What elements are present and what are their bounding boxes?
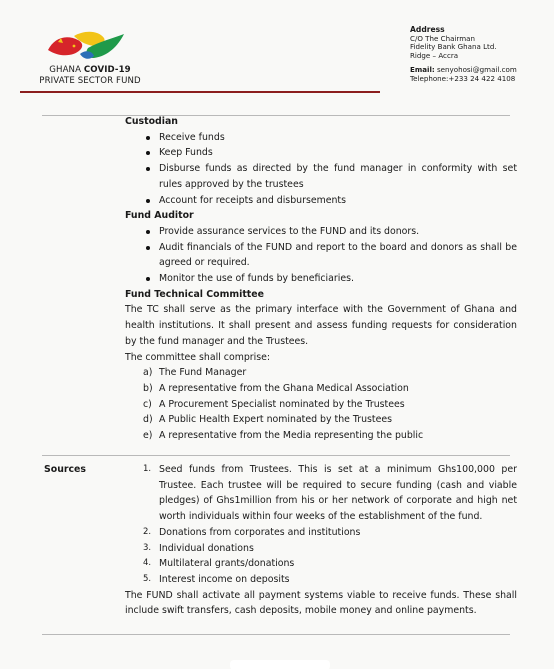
list-marker: a) [143,367,153,379]
list-item: Receive funds [159,130,517,146]
logo-line1-prefix: GHANA [49,65,84,75]
bottom-table-rule [42,634,510,635]
list-item [143,365,517,381]
list-marker: 1. [143,464,152,474]
auditor-heading: Fund Auditor [125,210,194,222]
committee-intro: The committee shall comprise: [125,351,271,363]
list-item [143,525,517,541]
list-text: Multilateral grants/donations [159,558,295,570]
roles-section [125,114,517,444]
address-line-3: Ridge – Accra [410,50,459,60]
list-text: A Public Health Expert nominated by the Trustees [159,414,393,426]
phone-line: Telephone:+233 24 422 4108 [410,73,516,83]
list-item: Keep Funds [159,145,517,161]
list-text: A Procurement Specialist nominated by the Trustees [159,398,405,410]
list-text: A representative from the Ghana Medical Association [159,382,409,394]
address-heading: Address [410,25,445,34]
list-text: Individual donations [159,542,254,554]
logo-line2: PRIVATE SECTOR FUND [39,76,141,86]
list-item [143,428,517,444]
list-item: Monitor the use of funds by beneficiaries. [159,271,517,287]
header-divider [20,91,380,93]
custodian-list [125,130,517,209]
list-item: Audit financials of the FUND and report to the board and donors as shall be agreed or required. [159,240,517,271]
scan-artifact [230,660,330,669]
address-line-2: Fidelity Bank Ghana Ltd. [410,42,497,52]
list-item: Provide assurance services to the FUND and its donors. [159,224,517,240]
list-marker: 3. [143,542,152,553]
list-marker: e) [143,430,153,442]
list-item: Disburse funds as directed by the fund manager in conformity with set rules approved by the trustees [159,161,517,192]
sources-label: Sources [44,464,86,475]
list-item [143,572,517,588]
list-text: Seed funds from Trustees. This is set at a minimum Ghs100,000 per Trustee. Each trustee will be required to secure funding (cash and viable pledges) of Ghs1million from his or her network of corporate and high net worth individuals within four weeks of the establishment of the fund. [159,464,517,523]
list-marker: c) [143,398,152,410]
custodian-heading: Custodian [125,116,178,127]
list-marker: 5. [143,573,152,584]
sources-closing: The FUND shall activate all payment systems viable to receive funds. These shall include swift transfers, cash deposits, mobile money and online payments. [125,589,517,617]
committee-paragraph: The TC shall serve as the primary interface with the Government of Ghana and health institutions. It shall present and assess funding requests for consideration by the fund manager and the Trustees. [125,304,517,347]
list-item [143,381,517,397]
list-text: A representative from the Media representing the public [159,430,424,442]
list-item [143,541,517,557]
list-text: Interest income on deposits [159,573,290,585]
list-marker: 2. [143,526,152,537]
address-line-1: C/O The Chairman [410,33,475,43]
list-marker: 4. [143,558,152,569]
committee-heading: Fund Technical Committee [125,288,264,300]
auditor-list [125,224,517,287]
email-value: senyohosi@gmail.com [434,65,517,75]
list-item [143,412,517,428]
address-block [410,26,550,84]
logo-text [20,65,160,87]
ghana-map-logo-icon [44,28,126,64]
list-item [143,397,517,413]
email-label: Email: [410,65,435,75]
sources-list [125,462,517,588]
list-item: Account for receipts and disbursements [159,193,517,209]
sources-section [125,462,517,619]
list-item [143,462,517,525]
list-text: The Fund Manager [159,367,247,379]
list-marker: d) [143,414,153,426]
list-item [143,556,517,572]
logo-line1-bold: COVID-19 [83,65,131,75]
list-text: Donations from corporates and institutions [159,526,361,538]
committee-list [125,365,517,444]
middle-table-rule [42,455,510,456]
list-marker: b) [143,382,153,394]
